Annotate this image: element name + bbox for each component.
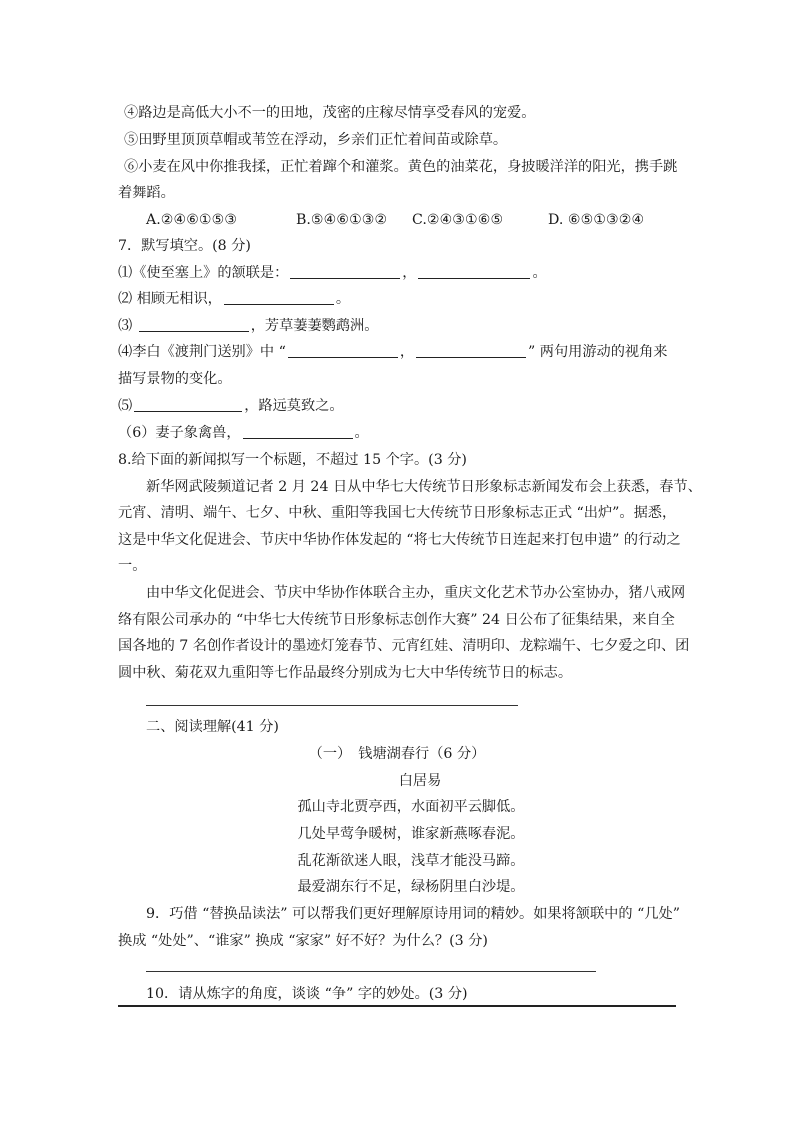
q9-line1: 9．巧借 “替换品读法” 可以帮我们更好理解原诗用词的精妙。如果将颔联中的 “几处” <box>146 906 680 922</box>
option-a: A.②④⑥①⑤③ <box>146 212 238 228</box>
sentence-4: ④路边是高低大小不一的田地，茂密的庄稼尽情享受春风的宠爱。 <box>124 105 536 121</box>
q7-item-5-num: ⑸ <box>118 398 133 414</box>
poem-verse-3: 乱花渐欲迷人眼，浅草才能没马蹄。 <box>297 853 525 869</box>
page-bottom-rule <box>118 1005 676 1007</box>
news-p2-line1: 由中华文化促进会、节庆中华协作体联合主办，重庆文化艺术节办公室协办，猪八戒网 <box>146 585 686 601</box>
q9-answer-line[interactable] <box>146 971 596 972</box>
q7-item-1-comma: ， <box>402 265 417 281</box>
poem-verse-1: 孤山寺北贾亭西，水面初平云脚低。 <box>297 799 525 815</box>
section-2-title: 二、阅读理解(41 分) <box>146 719 279 735</box>
q7-item-5-text: ，路远莫致之。 <box>244 398 344 414</box>
q7-item-3-text: ，芳草萋萋鹦鹉洲。 <box>250 318 379 334</box>
sentence-6: ⑥小麦在风中你推我揉，正忙着蹿个和灌浆。黄色的油菜花，身披暖洋洋的阳光，携手跳 <box>124 159 678 175</box>
q7-item-1 <box>118 263 547 283</box>
poem-verse-2: 几处早莺争暖树，谁家新燕啄春泥。 <box>297 826 525 842</box>
q7-item-2-text: ⑵ 相顾无相识， <box>118 291 222 307</box>
fill-blank[interactable] <box>288 343 398 358</box>
fill-blank[interactable] <box>418 264 530 279</box>
q7-item-4-comma: ， <box>399 344 415 360</box>
q7-title: 7．默写填空。(8 分) <box>118 238 251 254</box>
q7-item-2-end: 。 <box>335 291 351 307</box>
fill-blank[interactable] <box>243 424 353 439</box>
fill-blank[interactable] <box>134 397 242 412</box>
news-p2-line2: 络有限公司承办的 “中华七大传统节日形象标志创作大赛” 24 日公布了征集结果，来自全 <box>118 612 675 628</box>
q8-title: 8.给下面的新闻拟写一个标题，不超过 15 个字。(3 分) <box>118 452 467 468</box>
q7-item-2 <box>118 289 350 309</box>
q7-item-4-suffix: ” 两句用游动的视角来 <box>528 344 668 360</box>
option-b: B.⑤④⑥①③② <box>296 212 388 228</box>
poem-author: 白居易 <box>398 773 442 789</box>
news-p1-line1: 新华网武陵频道记者 2 月 24 日从中华七大传统节日形象标志新闻发布会上获悉，春节、 <box>146 479 702 495</box>
option-d: D. ⑥⑤①③②④ <box>548 212 645 228</box>
q10-line1: 10．请从炼字的角度，谈谈 “争” 字的妙处。(3 分) <box>146 986 468 1002</box>
news-p1-line2: 元宵、清明、端午、七夕、中秋、重阳等我国七大传统节日形象标志正式 “出炉”。据悉， <box>118 505 677 521</box>
q9-line2: 换成 “处处”、“谁家” 换成 “家家” 好不好？为什么？(3 分) <box>118 933 488 949</box>
fill-blank[interactable] <box>416 343 526 358</box>
q7-item-4-continued: 描写景物的变化。 <box>118 371 232 387</box>
q7-item-5 <box>118 396 344 416</box>
news-p2-line4: 圆中秋、菊花双九重阳等七作品最终分别成为七大中华传统节日的标志。 <box>118 665 573 681</box>
poem-heading: （一） 钱塘湖春行（6 分） <box>308 746 486 762</box>
sentence-6-continued: 着舞蹈。 <box>118 185 175 201</box>
news-p1-line4: 一。 <box>118 558 147 574</box>
fill-blank[interactable] <box>290 264 400 279</box>
sentence-5: ⑤田野里顶顶草帽或苇笠在浮动，乡亲们正忙着间苗或除草。 <box>124 132 508 148</box>
poem-verse-4: 最爱湖东行不足，绿杨阴里白沙堤。 <box>297 879 525 895</box>
q7-item-4 <box>118 342 667 362</box>
q8-answer-line[interactable] <box>146 705 518 706</box>
q7-item-6-text: （6）妻子象禽兽， <box>118 425 241 441</box>
q7-item-6-end: 。 <box>354 425 369 441</box>
q7-item-4-text: ⑷李白《渡荆门送别》中 “ <box>118 344 286 360</box>
q7-item-1-text: ⑴《使至塞上》的颔联是： <box>118 265 289 281</box>
news-p1-line3: 这是中华文化促进会、节庆中华协作体发起的 “将七大传统节日连起来打包申遗” 的行动之 <box>118 532 681 548</box>
q7-item-6 <box>118 423 369 443</box>
q7-item-3 <box>118 316 378 336</box>
q7-item-1-end: 。 <box>532 265 547 281</box>
fill-blank[interactable] <box>139 317 249 332</box>
option-c: C.②④③①⑥⑤ <box>412 212 504 228</box>
news-p2-line3: 国各地的 7 名创作者设计的墨迹灯笼春节、元宵红娃、清明印、龙粽端午、七夕爱之印、团 <box>118 638 690 654</box>
fill-blank[interactable] <box>224 290 334 305</box>
q7-item-3-num: ⑶ <box>118 318 137 334</box>
